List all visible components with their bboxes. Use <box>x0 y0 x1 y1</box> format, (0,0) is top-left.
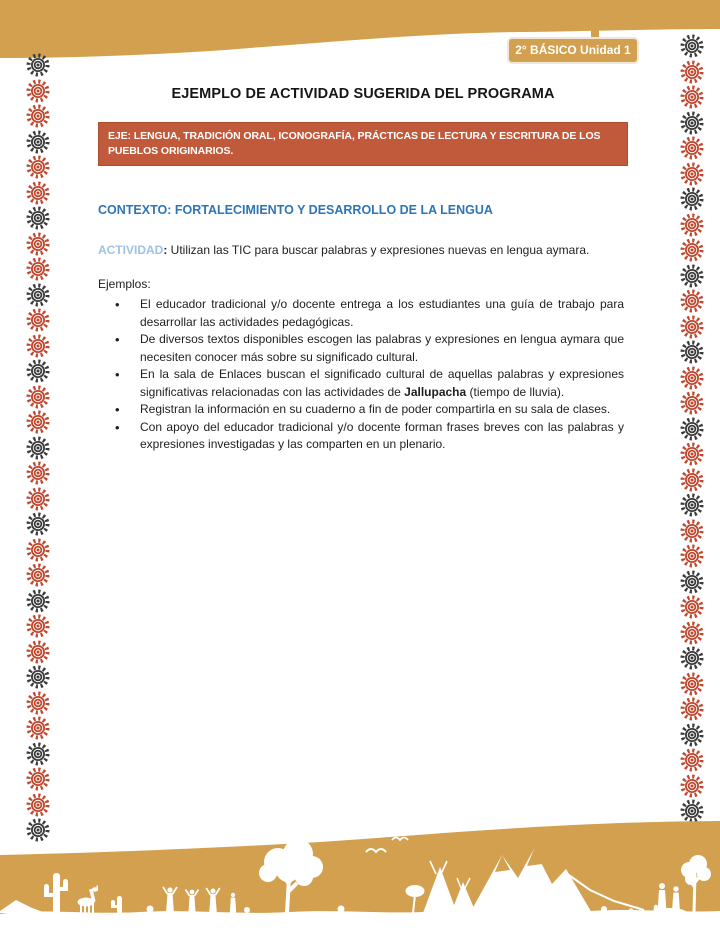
list-item <box>112 401 624 419</box>
gear-motif <box>680 493 704 519</box>
gear-motif <box>680 187 704 213</box>
actividad-colon: : <box>163 243 168 257</box>
gear-motif-icon <box>680 366 704 390</box>
gear-motif-icon <box>26 716 50 740</box>
list-item-text: Registran la información en su cuaderno a fin de poder compartirla en su sala de clases. <box>140 402 611 416</box>
gear-motif-icon <box>26 563 50 587</box>
gear-motif-icon <box>26 257 50 281</box>
gear-motif-icon <box>680 417 704 441</box>
gear-motif <box>680 544 704 570</box>
gear-motif <box>680 748 704 774</box>
actividad-line <box>98 242 628 259</box>
gear-motif-icon <box>26 206 50 230</box>
gear-motif <box>26 512 50 538</box>
gear-motif <box>680 34 704 60</box>
gear-motif-icon <box>680 85 704 109</box>
gear-motif-icon <box>680 544 704 568</box>
list-item-bold: Jallupacha <box>404 384 467 399</box>
gear-motif <box>26 385 50 411</box>
gear-motif <box>26 716 50 742</box>
gear-motif-icon <box>680 60 704 84</box>
gear-motif <box>680 621 704 647</box>
gear-motif <box>680 672 704 698</box>
gear-motif-icon <box>680 340 704 364</box>
gear-motif-icon <box>26 385 50 409</box>
gear-motif <box>26 665 50 691</box>
gear-motif-icon <box>680 723 704 747</box>
gear-motif <box>680 595 704 621</box>
gear-motif-icon <box>680 570 704 594</box>
gear-motif <box>26 691 50 717</box>
gear-motif-icon <box>680 315 704 339</box>
gear-motif <box>680 646 704 672</box>
gear-motif-icon <box>26 640 50 664</box>
list-item-text: El educador tradicional y/o docente entrega a los estudiantes una guía de trabajo para desarrollar las actividades pedagógicas. <box>140 297 624 329</box>
gear-motif <box>26 436 50 462</box>
gear-motif-icon <box>26 461 50 485</box>
gear-motif-icon <box>680 621 704 645</box>
gear-motif <box>26 130 50 156</box>
list-item-text: En la sala de Enlaces buscan el significado cultural de aquellas palabras y expresiones significativas relacionadas con las actividades de <box>140 367 624 399</box>
gear-motif-icon <box>26 359 50 383</box>
gear-motif-icon <box>26 767 50 791</box>
gear-motif-icon <box>680 519 704 543</box>
gear-motif <box>26 487 50 513</box>
examples-list <box>112 296 624 454</box>
gear-motif-icon <box>26 53 50 77</box>
contexto-heading: CONTEXTO: FORTALECIMIENTO Y DESARROLLO DE LA LENGUA <box>98 203 493 217</box>
gear-motif <box>26 206 50 232</box>
list-item <box>112 419 624 454</box>
gear-motif <box>26 181 50 207</box>
ground-silhouette <box>0 910 720 932</box>
gear-motif-icon <box>680 187 704 211</box>
gear-motif <box>680 289 704 315</box>
gear-motif <box>680 60 704 86</box>
gear-motif <box>680 468 704 494</box>
gear-motif <box>26 53 50 79</box>
gear-motif <box>26 104 50 130</box>
gear-motif <box>680 238 704 264</box>
eje-banner: EJE: LENGUA, TRADICIÓN ORAL, ICONOGRAFÍA, PRÁCTICAS DE LECTURA Y ESCRITURA DE LOS PUEBLOS ORIGINARIOS. <box>98 122 628 166</box>
gear-motif-icon <box>26 232 50 256</box>
gear-motif <box>26 79 50 105</box>
gear-motif <box>680 213 704 239</box>
gear-motif <box>680 417 704 443</box>
gear-motif <box>26 308 50 334</box>
gear-motif <box>26 589 50 615</box>
gear-motif <box>26 257 50 283</box>
gear-motif <box>680 162 704 188</box>
gear-motif <box>26 767 50 793</box>
gear-motif-icon <box>680 672 704 696</box>
page-title: EJEMPLO DE ACTIVIDAD SUGERIDA DEL PROGRAMA <box>171 86 555 102</box>
actividad-text: Utilizan las TIC para buscar palabras y expresiones nuevas en lengua aymara. <box>167 243 590 257</box>
gear-motif-icon <box>26 589 50 613</box>
gear-motif <box>680 315 704 341</box>
list-item <box>112 296 624 331</box>
actividad-label: ACTIVIDAD <box>98 243 164 257</box>
gear-motif-icon <box>26 308 50 332</box>
gear-motif-icon <box>26 104 50 128</box>
gear-motif-icon <box>680 264 704 288</box>
gear-motif-icon <box>26 691 50 715</box>
gear-motif <box>26 283 50 309</box>
gear-motif-icon <box>26 487 50 511</box>
gear-motif-icon <box>680 238 704 262</box>
gear-motif <box>680 774 704 800</box>
gear-motif-icon <box>680 468 704 492</box>
gear-motif <box>26 742 50 768</box>
gear-motif-icon <box>26 742 50 766</box>
gear-motif-icon <box>680 111 704 135</box>
list-item <box>112 331 624 366</box>
gear-motif-icon <box>26 410 50 434</box>
list-item-text: De diversos textos disponibles escogen las palabras y expresiones en lengua aymara que necesiten conocer más sobre su significado cultural. <box>140 332 624 364</box>
gear-motif-icon <box>680 774 704 798</box>
list-item-text: (tiempo de lluvia). <box>466 384 565 399</box>
gear-motif-icon <box>26 665 50 689</box>
gear-motif-icon <box>26 181 50 205</box>
gear-motif <box>680 519 704 545</box>
gear-motif-icon <box>680 213 704 237</box>
gear-motif <box>26 614 50 640</box>
gear-motif-icon <box>680 493 704 517</box>
gear-motif-icon <box>26 614 50 638</box>
ejemplos-label: Ejemplos: <box>98 277 151 291</box>
gear-motif <box>680 85 704 111</box>
gear-motif-icon <box>26 79 50 103</box>
gear-motif <box>680 723 704 749</box>
gear-motif <box>26 461 50 487</box>
gear-motif-icon <box>680 162 704 186</box>
gear-motif <box>680 136 704 162</box>
gear-motif <box>26 410 50 436</box>
gear-motif <box>26 538 50 564</box>
gear-motif-icon <box>26 334 50 358</box>
gear-motif <box>680 391 704 417</box>
gear-motif-icon <box>680 697 704 721</box>
gear-motif-icon <box>680 391 704 415</box>
gear-motif <box>680 111 704 137</box>
unit-badge: 2° BÁSICO Unidad 1 <box>507 37 639 64</box>
gear-motif <box>26 334 50 360</box>
gear-motif-icon <box>680 595 704 619</box>
gear-motif-icon <box>680 646 704 670</box>
gear-motif <box>26 359 50 385</box>
gear-motif <box>680 264 704 290</box>
gear-motif <box>680 570 704 596</box>
gear-motif <box>26 155 50 181</box>
gear-motif <box>680 340 704 366</box>
right-border-ornament <box>680 34 704 825</box>
left-border-ornament <box>26 53 50 844</box>
gear-motif-icon <box>26 538 50 562</box>
gear-motif <box>26 563 50 589</box>
footer-illustration <box>0 812 720 932</box>
gear-motif <box>26 232 50 258</box>
gear-motif-icon <box>680 748 704 772</box>
gear-motif <box>680 442 704 468</box>
gear-motif <box>26 640 50 666</box>
list-item <box>112 366 624 401</box>
gear-motif-icon <box>26 130 50 154</box>
gear-motif-icon <box>680 442 704 466</box>
gear-motif-icon <box>26 512 50 536</box>
gear-motif-icon <box>680 136 704 160</box>
gear-motif-icon <box>680 34 704 58</box>
list-item-text: Con apoyo del educador tradicional y/o docente forman frases breves con las palabras y expresiones investigadas y las comparten en un plenario. <box>140 419 624 451</box>
gear-motif-icon <box>26 155 50 179</box>
gear-motif-icon <box>680 289 704 313</box>
gear-motif-icon <box>26 283 50 307</box>
gear-motif <box>680 366 704 392</box>
gear-motif-icon <box>26 436 50 460</box>
gear-motif <box>680 697 704 723</box>
